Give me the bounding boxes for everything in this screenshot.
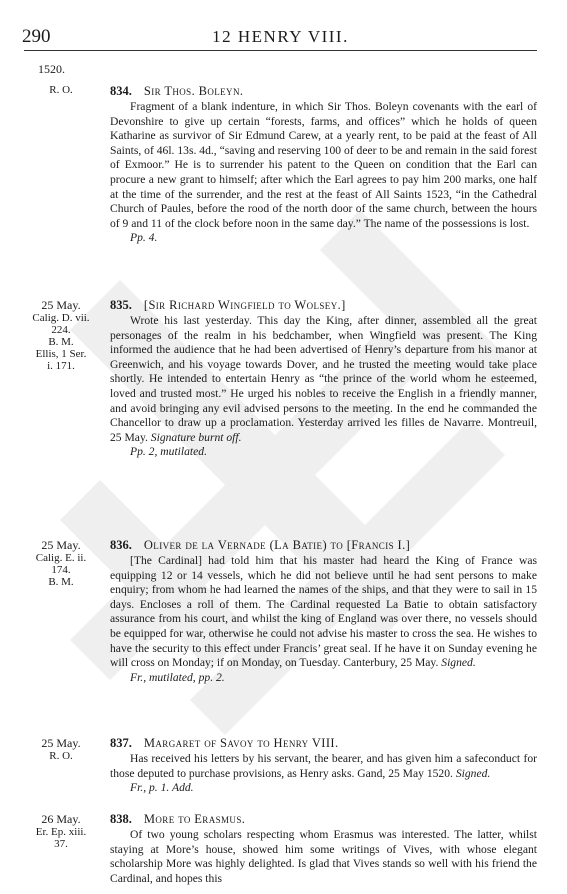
entry-footnote: Pp. 2, mutilated. <box>130 445 207 459</box>
source-reference: 37. <box>54 838 68 850</box>
source-reference: B. M. <box>48 336 74 348</box>
entry-title: Sir Thos. Boleyn. <box>143 84 244 98</box>
entry-content <box>110 84 537 246</box>
entry-title: [Sir Richard Wingfield to Wolsey.] <box>143 298 346 312</box>
header-rule <box>24 50 537 51</box>
entry-headline <box>110 298 537 313</box>
entry-body: Fragment of a blank indenture, in which Sir Thos. Boleyn covenants with the earl of Devonshire to give up certain “forests, farms, and offices” which he holds of queen Katharine as survivor of Sir Edmund Carew, at a yearly rent, to be paid at the feast of All Saints, of 46l. 13s. 4d., “saving and reserving 100 of deer to be and remain in the said forest of Exmoor.” He is to surrender his patent to the Queen on condition that the Earl can procure a new grant to himself; after which the Earl agrees to pay him 200 marks, one half at the time of the surrender, and the rest at the feast of All Saints 1523, “in the Cathedral Church of Paules, before the rood of the north door of the same church, between the hours of 9 and 11 of the clock before noon in the same day.” The name of the possessions is lost. <box>110 100 537 230</box>
entry-headline <box>110 736 537 751</box>
entry-headline <box>110 84 537 99</box>
entry-signature: Signed. <box>455 766 491 780</box>
page-number: 290 <box>22 26 51 47</box>
source-reference: R. O. <box>49 750 73 762</box>
source-reference: 224. <box>51 324 71 336</box>
running-header <box>22 26 539 48</box>
entry-date: 26 May. <box>41 812 81 826</box>
entry-number: 837. <box>110 736 132 750</box>
source-reference: Er. Ep. xiii. <box>35 826 87 838</box>
entry-title: More to Erasmus. <box>143 812 246 826</box>
entry-headline <box>110 538 537 553</box>
source-reference: Ellis, 1 Ser. <box>35 348 87 360</box>
entry-body: Has received his letters by his servant, the bearer, and has given him a safeconduct for those deputed to purchase provisions, as Henry asks. Gand, 25 May 1520. <box>110 752 537 780</box>
entry-number: 838. <box>110 812 132 826</box>
entry-content <box>110 812 537 886</box>
entry-body: Wrote his last yesterday. This day the King, after dinner, assembled all the great personages of the realm in his bedchamber, when Wingfield was present. The King informed the audience that he had been advertised of Henry’s departure from his manor at Greenwich, and his voyage towards Dover, and he trusted the meeting would take place shortly. He intended to entertain Henry as “the prince of the world whom he esteemed, loved and trusted most.” He urged his nobles to receive the English in a friendly manner, and avoid bringing any evil advised persons to the meeting. In the end he commanded the Chancellor to draw up a proclamation. Yesterday arrived les filles de Navarre. Montreuil, 25 May. <box>110 314 537 444</box>
entry-signature: Signed. <box>441 656 476 670</box>
source-reference: Calig. E. ii. <box>35 552 87 564</box>
source-reference: R. O. <box>49 84 73 96</box>
source-reference: 174. <box>51 564 71 576</box>
entry-margin <box>22 736 100 762</box>
year-marker: 1520. <box>38 62 65 76</box>
source-reference: i. 171. <box>47 360 75 372</box>
entry-footnote: Fr., mutilated, pp. 2. <box>130 670 225 684</box>
source-reference: Calig. D. vii. <box>32 312 90 324</box>
entry-margin <box>22 812 100 850</box>
source-reference: B. M. <box>48 576 74 588</box>
entry-body: [The Cardinal] had told him that his master had heard the King of France was equipping 12 or 14 vessels, which he did not believe until he had sent persons to make enquiry; from whom he had learned the names of the ships, and that they were to sail in 15 days. Encloses a roll of them. The Cardinal requested La Batie to obtain satisfactory assurance from his court, and whilst the king of England was over there, no vessels should be equipped for war, otherwise he could not advise his master to cross the sea. He wishes to have the security to this effect under Francis’ great seal. If he have it on Sunday evening he will cross on Monday; if on Monday, on Tuesday. Canterbury, 25 May. <box>110 554 537 670</box>
entry-margin <box>22 298 100 372</box>
entry-footnote: Pp. 4. <box>130 231 158 245</box>
entry-content <box>110 736 537 796</box>
entry-margin <box>22 84 100 96</box>
entry-date: 25 May. <box>41 736 81 750</box>
entry-headline <box>110 812 537 827</box>
entry-title: Oliver de la Vernade (La Batie) to [Francis I.] <box>143 538 411 552</box>
entry-margin <box>22 538 100 588</box>
entry-date: 25 May. <box>41 538 81 552</box>
entry-signature: Signature burnt off. <box>150 430 242 444</box>
entry-number: 835. <box>110 298 132 312</box>
entry-footnote: Fr., p. 1. Add. <box>130 781 194 795</box>
entry-body: Of two young scholars respecting whom Erasmus was interested. The latter, whilst staying at More’s house, showed him some writings of Vives, with whose elegant scholarship More was highly delighted. Is glad that Vives stands so well with his friend the Cardinal, and hopes this <box>110 828 537 885</box>
entry-content <box>110 298 537 460</box>
entry-number: 836. <box>110 538 132 552</box>
entry-title: Margaret of Savoy to Henry VIII. <box>143 736 339 750</box>
entry-number: 834. <box>110 84 132 98</box>
entry-content <box>110 538 537 685</box>
running-title: 12 HENRY VIII. <box>212 27 349 46</box>
entry-date: 25 May. <box>41 298 81 312</box>
